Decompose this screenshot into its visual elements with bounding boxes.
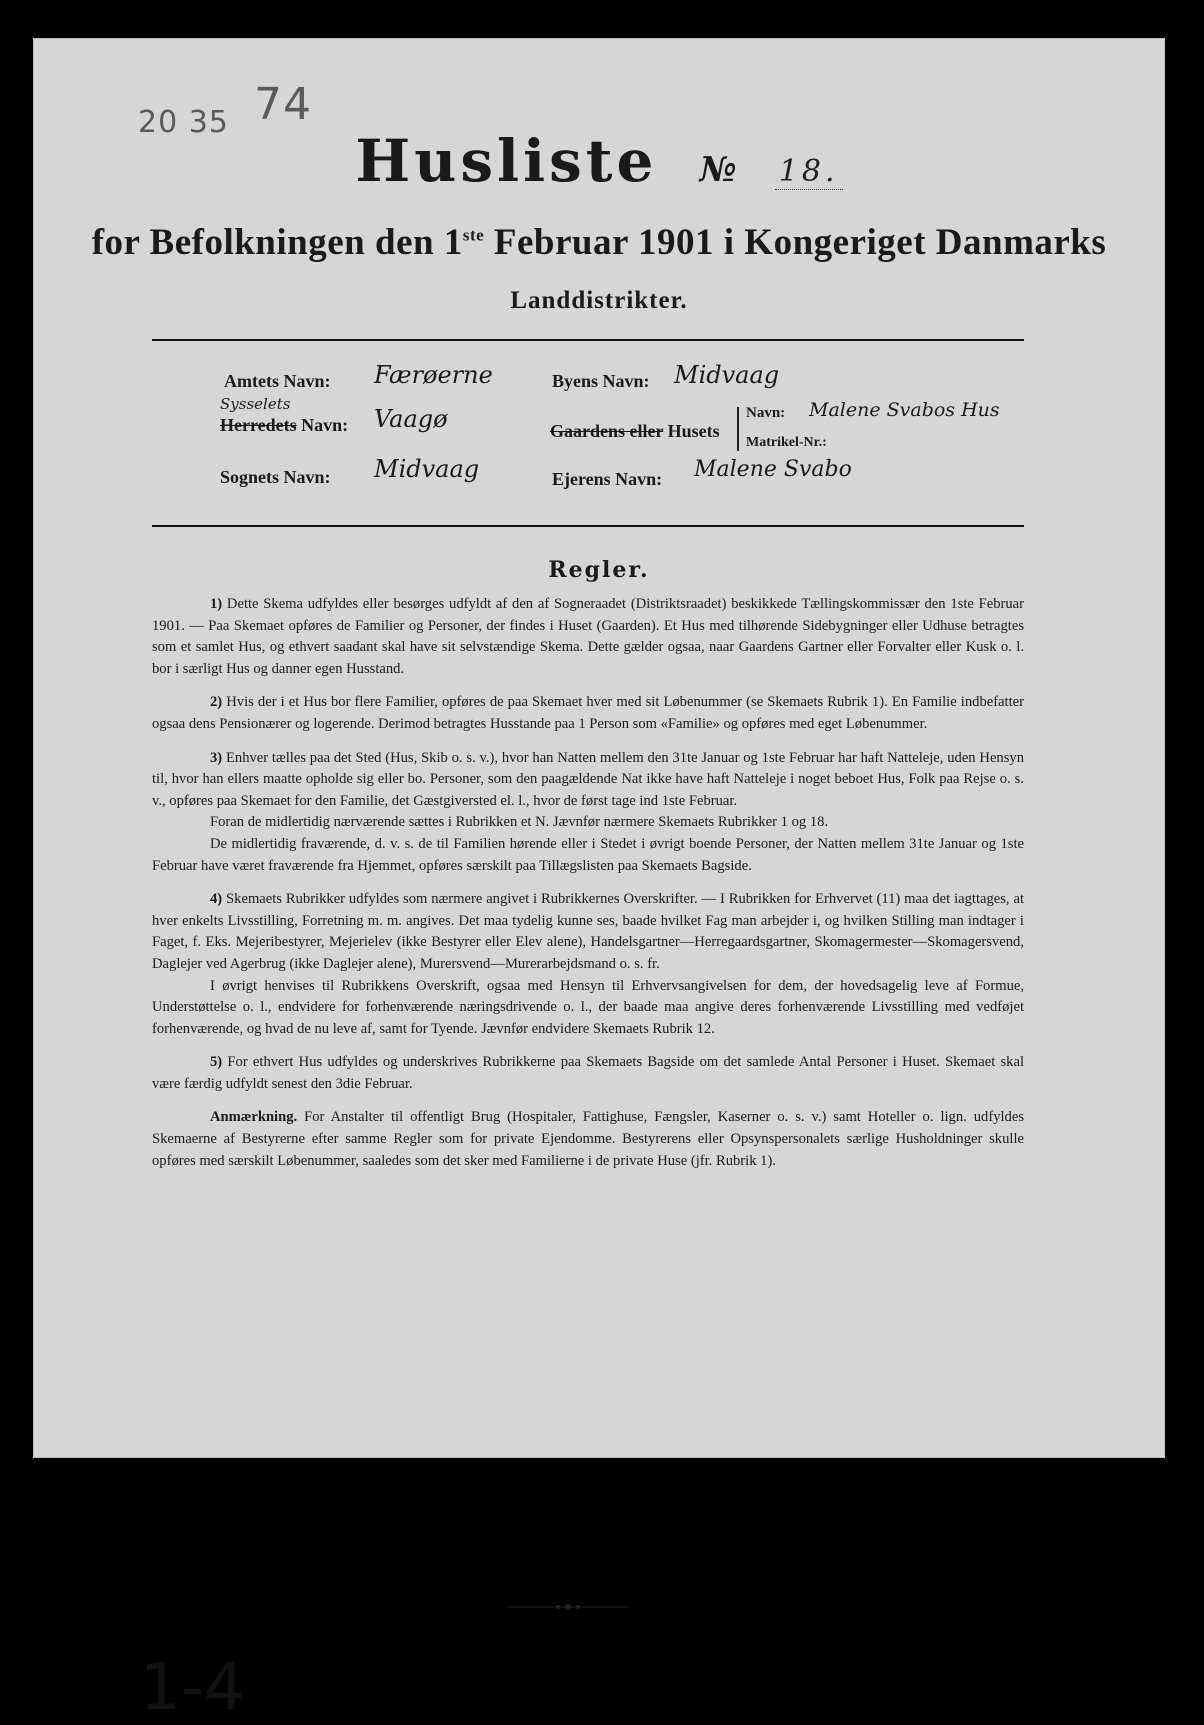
rule-3 — [152, 748, 1024, 813]
sogn-value: Midvaag — [374, 455, 480, 483]
title-text: Husliste — [355, 127, 658, 195]
sogn-label: Sognets Navn: — [220, 467, 331, 487]
divider-bottom — [152, 525, 1024, 527]
note-label: Anmærkning. — [210, 1109, 298, 1126]
rule-2-text: Hvis der i et Hus bor flere Familier, opføres de paa Skemaet hver med sit Løbenummer (se Skemaets Rubrik 1). En Familie indbefatter ogsaa dens Pensionærer og logerende. Derimod betragtes Husstande paa 1 Person som «Familie» og opføres med eget Løbenummer. — [152, 694, 1024, 732]
navn-value: Malene Svabos Hus — [809, 399, 1000, 421]
rule-3-c: De midlertidig fraværende, d. v. s. de til Familien hørende eller i Stedet i øvrigt boende Personer, der Natten mellem 31te Januar og 1ste Februar have været fraværende fra Hjemmet, opføres særskilt paa Tillægslisten paa Skemaets Bagside. — [152, 835, 1024, 874]
herred-label — [220, 415, 348, 436]
note-text: For Anstalter til offentligt Brug (Hospitaler, Fattighuse, Fængsler, Kaserner o. s. v.) samt Hoteller o. lign. udfyldes Skemaerne af Bestyrerne efter samme Regler som for private Ejendomme. Bestyrerens eller Opsynspersonalets særlige Husholdninger skulle opføres med særskilt Løbenummer, saaledes som det sker med Familierne i de private Huse (jfr. Rubrik 1). — [152, 1109, 1024, 1169]
note — [152, 1107, 1024, 1172]
rule-4-b: I øvrigt henvises til Rubrikkens Overskrift, ogsaa med Hensyn til Erhvervsangivelsen for dem, der hovedsagelig leve af Formue, Understøttelse o. l., endvidere for forhenværende næringsdrivende o. l., der baade maa angive deres forhenværende Livsstilling med vedføjet forhenværende, og hvad de nu leve af, samt for Tyende. Jævnfør endvidere Skemaets Rubrik 12. — [152, 977, 1024, 1037]
herred-label-rest: Navn: — [301, 415, 349, 435]
page-title — [34, 127, 1164, 195]
ejer-value: Malene Svabo — [694, 457, 852, 482]
amt-value: Færøerne — [374, 361, 493, 389]
rule-2-number: 2) — [210, 694, 223, 711]
rule-2 — [152, 692, 1024, 735]
rule-5-text: For ethvert Hus udfyldes og underskrives Rubrikkerne paa Skemaets Bagside om det samlede Antal Personer i Huset. Skemaet skal være færdig udfyldt senest den 3die Februar. — [152, 1054, 1024, 1092]
rule-3-b: Foran de midlertidig nærværende sættes i Rubrikken et N. Jævnfør nærmere Skemaets Rubrikker 1 og 18. — [210, 814, 829, 831]
subtitle-post: Februar 1901 i Kongeriget Danmarks — [484, 222, 1107, 263]
herred-value: Vaagø — [374, 405, 448, 433]
rules-heading: Regler. — [548, 557, 650, 583]
navn-label: Navn: — [746, 405, 786, 421]
rule-3-text: Enhver tælles paa det Sted (Hus, Skib o. s. v.), hvor han Natten mellem den 31te Januar og 1ste Februar har haft Natteleje, uden Hensyn til, hvor han ellers maatte opholde sig eller bo. Personer, som den paagældende Nat ikke have haft Natteleje i noget beboet Hus, Folk paa Rejse o. s. v., opføres paa Skemaet for den Familie, det Gæstgiversted el. l., hvor de først tage ind 1ste Februar. — [152, 749, 1024, 809]
subtitle — [34, 221, 1164, 264]
rule-4-number: 4) — [210, 891, 223, 908]
amt-label: Amtets Navn: — [224, 371, 331, 391]
rule-1-number: 1) — [210, 596, 223, 612]
ornament-divider — [508, 1601, 628, 1613]
rule-3-number: 3) — [210, 749, 223, 766]
rule-5 — [152, 1052, 1024, 1095]
divider-top — [152, 339, 1024, 341]
rule-4 — [152, 889, 1024, 975]
herred-label-struck: Herredets — [220, 415, 297, 435]
district-heading: Landdistrikter. — [510, 287, 688, 314]
by-value: Midvaag — [674, 361, 780, 389]
gaard-husets-label — [550, 421, 720, 442]
rules-body — [152, 594, 1024, 1184]
rule-1-text: Dette Skema udfyldes eller besørges udfyldt af den af Sogneraadet (Distriktsraadet) beskikkede Tællingskommissær den 1ste Februar 1901. — Paa Skemaet opføres de Familier og Personer, der findes i Huset (Gaarden). Et Hus med tilhørende Sidebygninger eller Udhuse betragtes som et samlet Hus, og ethvert saadant skal have sit selvstændige Skema. Dette gælder ogsaa, naar Gaardens Gartner eller Forvalter eller Kusk o. l. bor i særligt Hus og danner egen Husstand. — [152, 596, 1024, 677]
rule-5-number: 5) — [210, 1054, 223, 1071]
subtitle-pre: for Befolkningen den 1 — [91, 222, 463, 263]
pencil-number-right: 74 — [254, 79, 312, 130]
matrikel-label: Matrikel-Nr.: — [746, 435, 827, 450]
gaard-struck: Gaardens eller — [550, 421, 664, 441]
census-form-page — [33, 38, 1165, 1725]
ejer-label: Ejerens Navn: — [552, 469, 663, 489]
number-label: № — [699, 150, 741, 190]
rule-4-text: Skemaets Rubrikker udfyldes som nærmere angivet i Rubrikkernes Overskrifter. — I Rubrikken for Erhvervet (11) maa det iagttages, at hver enkelts Livsstilling, Forretning m. m. angives. Det maa tydelig kunne ses, baade hvilket Fag man arbejder i, og hvilken Stilling man indtager i Faget, f. Eks. Mejeribestyrer, Mejerielev (ikke Bestyrer eller Elev alene), Handelsgartner—Herregaardsgartner, Skomagermester—Skomagersvend, Daglejer ved Agerbrug (ikke Daglejer alene), Murersvend—Murerarbejdsmand o. s. fr. — [152, 891, 1024, 972]
huset-label: Husets — [667, 421, 720, 441]
rule-1 — [152, 594, 1024, 680]
brace-line — [737, 407, 739, 451]
syssel-handwritten: Sysselets — [220, 395, 291, 413]
by-label: Byens Navn: — [552, 371, 650, 391]
pencil-number-left: 20 35 — [138, 105, 229, 140]
subtitle-sup: ste — [462, 225, 485, 245]
number-value: 18. — [775, 154, 843, 190]
footer-handwritten: 1-4 — [140, 1651, 245, 1725]
